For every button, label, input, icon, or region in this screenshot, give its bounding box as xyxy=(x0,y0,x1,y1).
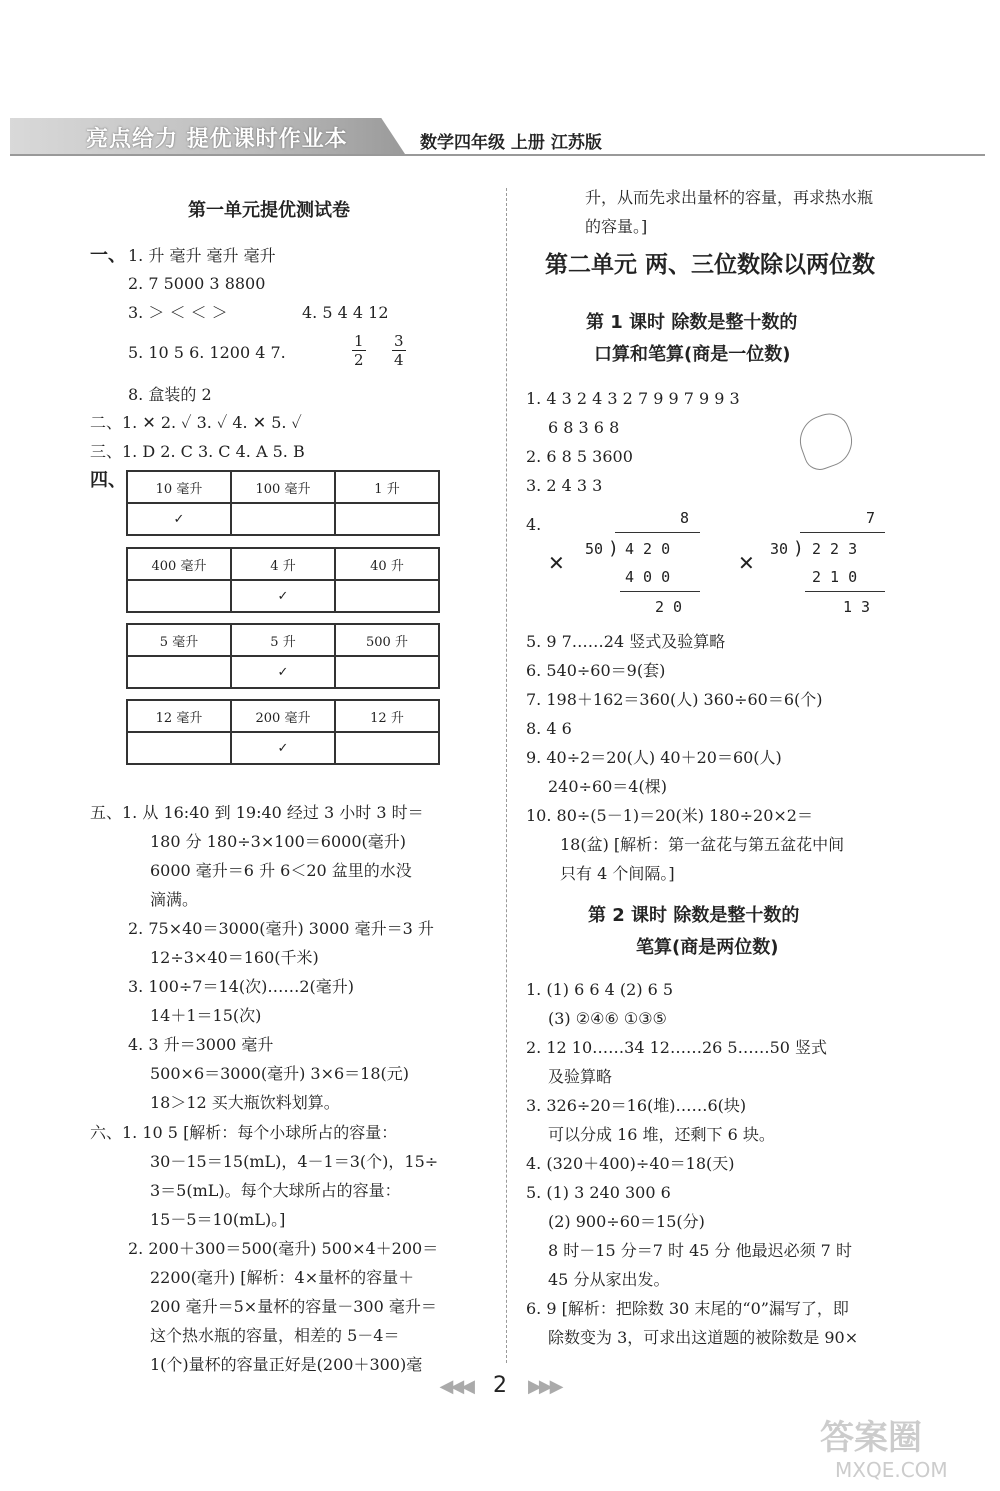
b1b: (3) ②④⑥ ①③⑤ xyxy=(548,1009,667,1028)
div2-bracket: ) xyxy=(793,538,804,559)
table-cell: 10 毫升 xyxy=(127,471,231,503)
b1: 1. (1) 6 6 4 (2) 6 5 xyxy=(526,980,674,999)
div1-dividend: 4 2 0 xyxy=(625,540,671,558)
s5-l5: 2. 75×40＝3000(毫升) 3000 毫升＝3 升 xyxy=(128,919,434,938)
a10c: 只有 4 个间隔。] xyxy=(560,864,675,883)
sec3: 三、1. D 2. C 3. C 4. A 5. B xyxy=(90,442,305,461)
lesson1-title-a: 第 1 课时 除数是整十数的 xyxy=(586,312,798,333)
s5-l9: 4. 3 升＝3000 毫升 xyxy=(128,1035,274,1054)
s1-q3: 3. ＞ ＜ ＜ ＞ xyxy=(128,303,228,322)
b5b: (2) 900÷60＝15(分) xyxy=(548,1212,705,1231)
table-cell: 100 毫升 xyxy=(231,471,335,503)
s5-l2: 180 分 180÷3×100＝6000(毫升) xyxy=(150,832,406,851)
a3: 3. 2 4 3 3 xyxy=(526,476,603,495)
compare-table-3 xyxy=(126,623,440,689)
check-cell: ✓ xyxy=(127,503,231,535)
table-cell: 5 升 xyxy=(231,624,335,656)
prev-arrows-icon: ◀◀◀ xyxy=(439,1376,473,1397)
s6-l7: 200 毫升＝5×量杯的容量－300 毫升＝ xyxy=(150,1297,437,1316)
div2-dividend: 2 2 3 xyxy=(812,540,858,558)
stamp-mark xyxy=(793,408,860,475)
s1-q4: 4. 5 4 4 12 xyxy=(302,303,389,322)
table-cell: 40 升 xyxy=(335,548,439,580)
lesson1-title-b: 口算和笔算(商是一位数) xyxy=(594,344,791,365)
table-cell: 4 升 xyxy=(231,548,335,580)
s5-l10: 500×6＝3000(毫升) 3×6＝18(元) xyxy=(150,1064,410,1083)
r-top1: 升，从而先求出量杯的容量，再求热水瓶 xyxy=(585,188,874,207)
column-divider xyxy=(506,188,507,1363)
s6-l6: 2200(毫升) [解析：4×量杯的容量＋ xyxy=(150,1268,415,1287)
a5: 5. 9 7……24 竖式及验算略 xyxy=(526,632,726,651)
div2-bar xyxy=(800,532,885,533)
compare-table-2 xyxy=(126,547,440,613)
a4: 4. xyxy=(526,515,542,534)
lesson2-title-a: 第 2 课时 除数是整十数的 xyxy=(588,905,800,926)
b2: 2. 12 10……34 12……26 5……50 竖式 xyxy=(526,1038,828,1057)
table-cell: 1 升 xyxy=(335,471,439,503)
a1b: 6 8 3 6 8 xyxy=(548,418,620,437)
div2-divisor: 30 xyxy=(770,540,789,558)
s5-l3: 6000 毫升＝6 升 6＜20 盆里的水没 xyxy=(150,861,412,880)
s1-q8: 8. 盒装的 2 xyxy=(128,385,212,404)
div1-divisor: 50 xyxy=(585,540,604,558)
cross-mark-1: ✕ xyxy=(548,551,565,575)
s5-l4: 滴满。 xyxy=(150,890,199,909)
s6-l1: 六、1. 10 5 [解析：每个小球所占的容量： xyxy=(90,1123,398,1142)
table-cell: 400 毫升 xyxy=(127,548,231,580)
s1-q1: 1. 升 毫升 毫升 毫升 xyxy=(128,246,276,265)
b6b: 除数变为 3，可求出这道题的被除数是 90× xyxy=(548,1328,859,1347)
check-cell: ✓ xyxy=(231,732,335,764)
b5d: 45 分从家出发。 xyxy=(548,1270,670,1289)
table-cell: 12 毫升 xyxy=(127,700,231,732)
s1-q5: 5. 10 5 6. 1200 4 7. xyxy=(128,343,286,362)
sec1-num: 一、 xyxy=(90,245,126,266)
s6-l9: 1(个)量杯的容量正好是(200＋300)毫 xyxy=(150,1355,423,1374)
table-cell: 5 毫升 xyxy=(127,624,231,656)
header-subject: 数学四年级 上册 江苏版 xyxy=(420,133,602,153)
div2-underline xyxy=(805,591,885,592)
unit-title: 第二单元 两、三位数除以两位数 xyxy=(545,252,876,278)
div1-bar xyxy=(615,532,700,533)
watermark-url: MXQE.COM xyxy=(835,1458,948,1482)
lesson2-title-b: 笔算(商是两位数) xyxy=(636,937,779,958)
b3b: 可以分成 16 堆，还剩下 6 块。 xyxy=(548,1125,775,1144)
s6-l3: 3＝5(mL)。每个大球所占的容量： xyxy=(150,1181,401,1200)
check-cell: ✓ xyxy=(231,656,335,688)
left-title: 第一单元提优测试卷 xyxy=(188,200,350,221)
table-cell: 200 毫升 xyxy=(231,700,335,732)
b5c: 8 时－15 分＝7 时 45 分 他最迟必须 7 时 xyxy=(548,1241,852,1260)
check-cell xyxy=(127,656,231,688)
a9b: 240÷60＝4(棵) xyxy=(548,777,667,796)
b5: 5. (1) 3 240 300 6 xyxy=(526,1183,671,1202)
a6: 6. 540÷60＝9(套) xyxy=(526,661,666,680)
div2-remainder: 1 3 xyxy=(843,598,871,616)
a2: 2. 6 8 5 3600 xyxy=(526,447,633,466)
compare-table-4 xyxy=(126,699,440,765)
page-number-bar xyxy=(0,1373,1000,1398)
s6-l4: 15－5＝10(mL)。] xyxy=(150,1210,286,1229)
div1-quotient: 8 xyxy=(680,509,690,527)
s5-l11: 18＞12 买大瓶饮料划算。 xyxy=(150,1093,340,1112)
s1-q2: 2. 7 5000 3 8800 xyxy=(128,274,266,293)
page-number: 2 xyxy=(493,1373,507,1398)
compare-table-1 xyxy=(126,470,440,536)
check-cell xyxy=(335,656,439,688)
check-cell xyxy=(335,732,439,764)
div1-bracket: ) xyxy=(608,538,619,559)
s6-l2: 30－15＝15(mL)，4－1＝3(个)，15÷ xyxy=(150,1152,439,1171)
b3: 3. 326÷20＝16(堆)……6(块) xyxy=(526,1096,747,1115)
r-top2: 的容量。] xyxy=(585,217,648,236)
fraction-1: $\frac{1}{2}$ xyxy=(354,332,364,369)
b4: 4. (320＋400)÷40＝18(天) xyxy=(526,1154,735,1173)
header-rule xyxy=(10,154,985,156)
table-cell: 500 升 xyxy=(335,624,439,656)
next-arrows-icon: ▶▶▶ xyxy=(527,1376,561,1397)
s6-l8: 这个热水瓶的容量，相差的 5－4＝ xyxy=(150,1326,400,1345)
check-cell xyxy=(127,732,231,764)
check-cell xyxy=(335,503,439,535)
a1: 1. 4 3 2 4 3 2 7 9 9 7 9 9 3 xyxy=(526,389,740,408)
check-cell xyxy=(231,503,335,535)
s5-l7: 3. 100÷7＝14(次)……2(毫升) xyxy=(128,977,354,996)
div2-quotient: 7 xyxy=(866,509,876,527)
check-cell xyxy=(335,580,439,612)
a9: 9. 40÷2＝20(人) 40＋20＝60(人) xyxy=(526,748,782,767)
div1-underline xyxy=(620,591,700,592)
div1-product: 4 0 0 xyxy=(625,568,671,586)
table-cell: 12 升 xyxy=(335,700,439,732)
check-cell: ✓ xyxy=(231,580,335,612)
div2-product: 2 1 0 xyxy=(812,568,858,586)
b2b: 及验算略 xyxy=(548,1067,613,1086)
a8: 8. 4 6 xyxy=(526,719,572,738)
b6: 6. 9 [解析：把除数 30 末尾的“0”漏写了，即 xyxy=(526,1299,849,1318)
s6-l5: 2. 200＋300＝500(毫升) 500×4＋200＝ xyxy=(128,1239,439,1258)
s5-l1: 五、1. 从 16:40 到 19:40 经过 3 小时 3 时＝ xyxy=(90,803,424,822)
s5-l6: 12÷3×40＝160(千米) xyxy=(150,948,319,967)
a10: 10. 80÷(5－1)＝20(米) 180÷20×2＝ xyxy=(526,806,813,825)
header-brand: 亮点给力 提优课时作业本 xyxy=(86,127,348,152)
sec4-num: 四、 xyxy=(90,470,126,491)
div1-remainder: 2 0 xyxy=(655,598,683,616)
fraction-2: $\frac{3}{4}$ xyxy=(394,332,404,369)
a10b: 18(盆) [解析：第一盆花与第五盆花中间 xyxy=(560,835,845,854)
a7: 7. 198＋162＝360(人) 360÷60＝6(个) xyxy=(526,690,823,709)
sec2: 二、1. ✕ 2. ✓ 3. ✓ 4. ✕ 5. ✓ xyxy=(90,413,302,432)
cross-mark-2: ✕ xyxy=(738,551,755,575)
s5-l8: 14＋1＝15(次) xyxy=(150,1006,262,1025)
watermark-logo: 答案圈 xyxy=(820,1418,922,1458)
check-cell xyxy=(127,580,231,612)
